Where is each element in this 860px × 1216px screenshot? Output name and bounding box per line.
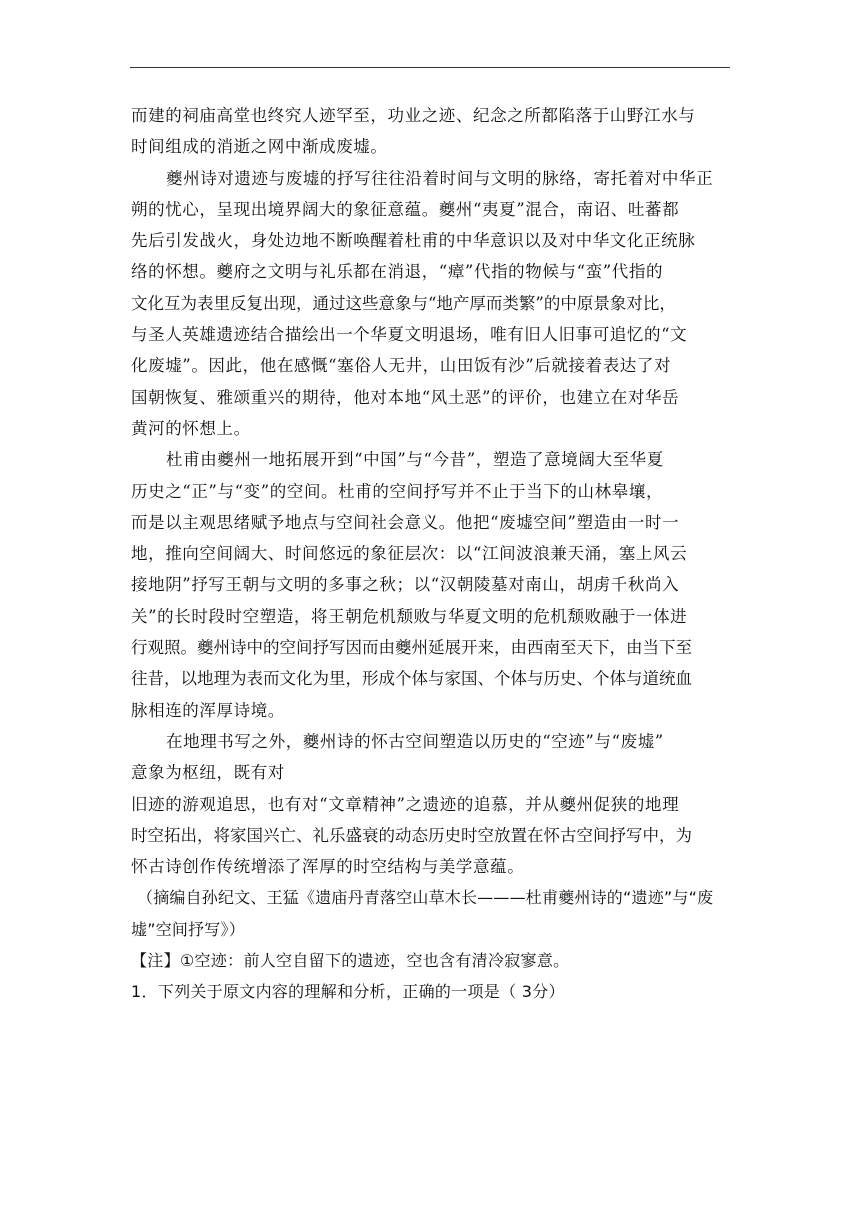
text-line: 关”的长时段时空塑造，将王朝危机颓败与华夏文明的危机颓败融于一体进	[131, 606, 688, 626]
text-line: 怀古诗创作传统增添了浑厚的时空结构与美学意蕴。	[131, 857, 525, 877]
text-line: 文化互为表里反复出现，通过这些意象与“地产厚而类繁”的中原景象对比，	[131, 293, 676, 313]
citation-line: 墟”空间抒写》）	[131, 919, 245, 939]
text-line: 夔州诗对遗迹与废墟的抒写往往沿着时间与文明的脉络，寄托着对中华正	[166, 168, 714, 188]
paragraph-space	[131, 444, 741, 726]
text-line: 地，推向空间阔大、时间悠远的象征层次：以“江间波浪兼天涌，塞上风云	[131, 544, 688, 564]
text-line: 络的怀想。夔府之文明与礼乐都在消退，“瘴”代指的物候与“蛮”代指的	[131, 262, 664, 282]
header-rule	[130, 67, 730, 68]
text-line: 时空拓出，将家国兴亡、礼乐盛衰的动态历史时空放置在怀古空间抒写中，为	[131, 825, 692, 845]
text-line: 历史之“正”与“变”的空间。杜甫的空间抒写并不止于当下的山林皋壤，	[131, 481, 664, 501]
paragraph-continuation	[131, 100, 741, 163]
text-line: 而建的祠庙高堂也终究人迹罕至，功业之迹、纪念之所都陷落于山野江水与	[131, 106, 696, 125]
text-line: 而是以主观思绪赋予地点与空间社会意义。他把“废墟空间”塑造由一时一	[131, 512, 680, 532]
text-line: 先后引发战火，身处边地不断唤醒着杜甫的中华意识以及对中华文化正统脉	[131, 231, 696, 251]
text-line: 在地理书写之外，夔州诗的怀古空间塑造以历史的“空迹”与“废墟”	[166, 731, 664, 751]
text-line: 与圣人英雄遗迹结合描绘出一个华夏文明退场，唯有旧人旧事可追忆的“文	[131, 325, 688, 345]
text-line: 脉相连的浑厚诗境。	[131, 700, 285, 720]
text-line: 时间组成的消逝之网中渐成废墟。	[131, 137, 388, 157]
paragraph-nostalgia	[131, 726, 741, 882]
text-line: 黄河的怀想上。	[131, 418, 251, 438]
text-line: 朔的忧心，呈现出境界阔大的象征意蕴。夔州“夷夏”混合，南诏、吐蕃都	[131, 199, 680, 219]
text-line: 行观照。夔州诗中的空间抒写因而由夔州延展开来，由西南至天下，由当下至	[131, 638, 692, 658]
text-line: 意象为枢纽，既有对	[131, 763, 285, 783]
citation-line: （摘编自孙纪文、王猛《遗庙丹青落空山草木长———杜甫夔州诗的“遗迹”与“废	[137, 888, 714, 908]
source-citation	[131, 882, 741, 945]
text-line: 杜甫由夔州一地拓展开到“中国”与“今昔”，塑造了意境阔大至华夏	[166, 450, 664, 470]
text-line: 往昔，以地理为表而文化为里，形成个体与家国、个体与历史、个体与道统血	[131, 669, 692, 689]
text-line: 旧迹的游观追思，也有对“文章精神”之遗迹的追慕，并从夔州促狭的地理	[131, 794, 680, 814]
text-line: 化废墟”。因此，他在感慨“塞俗人无井，山田饭有沙”后就接着表达了对	[131, 356, 672, 376]
text-line: 接地阴”抒写王朝与文明的多事之秋；以“汉朝陵墓对南山，胡虏千秋尚入	[131, 575, 680, 595]
footnote: 【注】①空迹：前人空自留下的遗迹，空也含有清冷寂寥意。	[131, 951, 570, 971]
question-1: 1．下列关于原文内容的理解和分析，正确的一项是（ 3分）	[131, 982, 565, 1002]
article-body	[131, 100, 741, 1008]
text-line: 国朝恢复、雅颂重兴的期待，他对本地“风土恶”的评价，也建立在对华岳	[131, 387, 680, 407]
paragraph-civilization	[131, 163, 741, 445]
